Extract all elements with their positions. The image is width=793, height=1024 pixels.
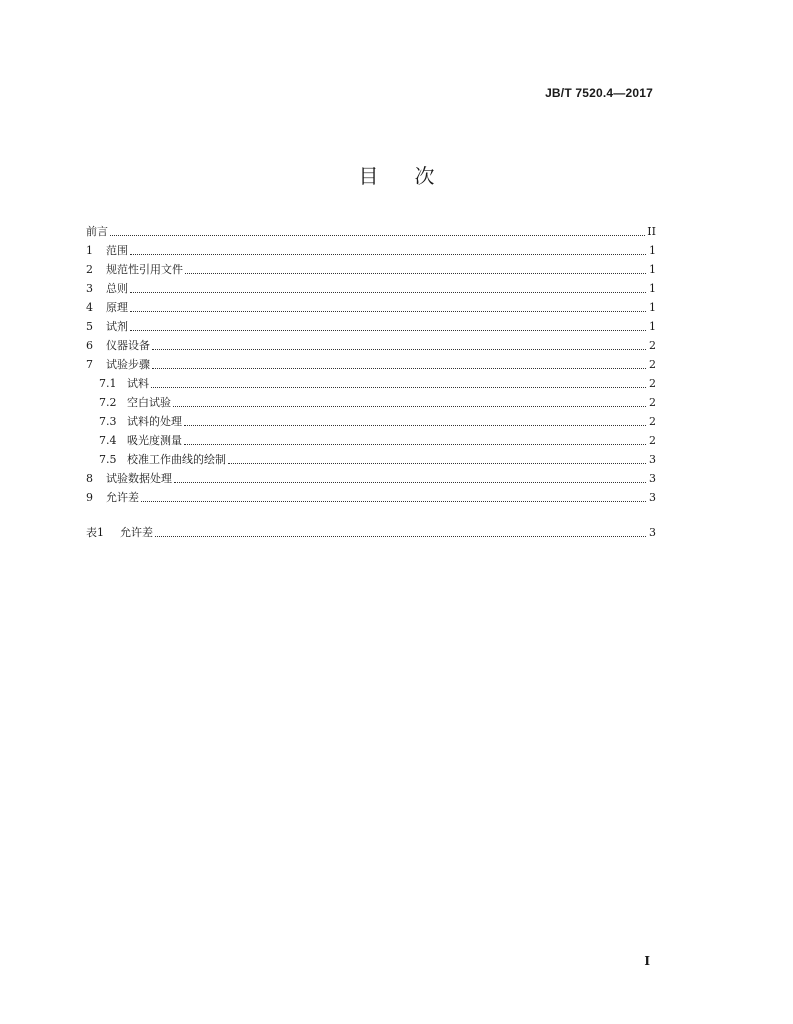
- toc-number: 7.3: [99, 415, 117, 428]
- toc-number: 7.2: [99, 396, 117, 409]
- page-number: I: [644, 954, 650, 968]
- toc-label: 原理: [106, 301, 128, 314]
- toc-leader-dots: [130, 253, 646, 255]
- toc-entry-9[interactable]: [86, 488, 656, 507]
- toc-entry-1[interactable]: [86, 241, 656, 260]
- toc-label: 范围: [106, 244, 128, 257]
- toc-page: 3: [649, 526, 656, 539]
- table-number: 表1: [86, 526, 104, 539]
- toc-number: 7: [86, 358, 93, 371]
- toc-entry-5[interactable]: [86, 317, 656, 336]
- toc-spacer: [86, 507, 656, 523]
- toc-entry-7-5[interactable]: [86, 450, 656, 469]
- toc-number: 3: [86, 282, 93, 295]
- toc-number: 9: [86, 491, 93, 504]
- toc-number: 6: [86, 339, 93, 352]
- toc-leader-dots: [110, 234, 645, 236]
- toc-leader-dots: [152, 348, 646, 350]
- toc-label: 吸光度测量: [127, 434, 182, 447]
- toc-number: 8: [86, 472, 93, 485]
- toc-entry-8[interactable]: [86, 469, 656, 488]
- toc-number: 7.4: [99, 434, 117, 447]
- toc-label: 允许差: [106, 491, 139, 504]
- toc-number: 7.1: [99, 377, 117, 390]
- toc-entry-7-1[interactable]: [86, 374, 656, 393]
- toc-label: 允许差: [120, 526, 153, 539]
- toc-label: 试料的处理: [127, 415, 182, 428]
- toc-leader-dots: [130, 329, 646, 331]
- page-title: [0, 160, 793, 189]
- toc-label: 规范性引用文件: [106, 263, 183, 276]
- toc-number: 7.5: [99, 453, 117, 466]
- toc-entry-7-2[interactable]: [86, 393, 656, 412]
- toc-leader-dots: [185, 272, 646, 274]
- toc-leader-dots: [184, 424, 646, 426]
- toc-entry-2[interactable]: [86, 260, 656, 279]
- toc-label: 试验步骤: [106, 358, 150, 371]
- toc-label: 试料: [127, 377, 149, 390]
- toc-label: 试剂: [106, 320, 128, 333]
- toc-entry-foreword[interactable]: [86, 222, 656, 241]
- toc-entry-table-1[interactable]: [86, 523, 656, 542]
- table-of-contents: [86, 222, 656, 542]
- toc-page: II: [647, 225, 656, 238]
- standard-code: JB/T 7520.4—2017: [545, 86, 653, 100]
- title-char-1: 目: [358, 164, 379, 188]
- toc-page: 2: [649, 396, 656, 409]
- toc-page: 1: [649, 263, 656, 276]
- toc-leader-dots: [152, 367, 646, 369]
- toc-page: 2: [649, 358, 656, 371]
- toc-leader-dots: [174, 481, 646, 483]
- toc-number: 4: [86, 301, 93, 314]
- toc-leader-dots: [130, 310, 646, 312]
- toc-page: 1: [649, 282, 656, 295]
- toc-page: 3: [649, 472, 656, 485]
- toc-leader-dots: [151, 386, 646, 388]
- toc-leader-dots: [141, 500, 646, 502]
- toc-page: 2: [649, 377, 656, 390]
- toc-page: 2: [649, 434, 656, 447]
- toc-label: 总则: [106, 282, 128, 295]
- toc-label: 试验数据处理: [106, 472, 172, 485]
- toc-page: 3: [649, 491, 656, 504]
- title-char-2: 次: [414, 164, 435, 188]
- toc-label: 空白试验: [127, 396, 171, 409]
- toc-leader-dots: [155, 535, 646, 537]
- toc-number: 1: [86, 244, 93, 257]
- toc-label: 校准工作曲线的绘制: [127, 453, 226, 466]
- toc-leader-dots: [184, 443, 646, 445]
- toc-page: 1: [649, 244, 656, 257]
- toc-entry-7-3[interactable]: [86, 412, 656, 431]
- toc-leader-dots: [173, 405, 646, 407]
- toc-number: 2: [86, 263, 93, 276]
- toc-page: 2: [649, 339, 656, 352]
- toc-page: 1: [649, 301, 656, 314]
- toc-label: 前言: [86, 225, 108, 238]
- toc-leader-dots: [130, 291, 646, 293]
- toc-entry-3[interactable]: [86, 279, 656, 298]
- toc-entry-7[interactable]: [86, 355, 656, 374]
- toc-number: 5: [86, 320, 93, 333]
- toc-entry-7-4[interactable]: [86, 431, 656, 450]
- toc-page: 1: [649, 320, 656, 333]
- toc-entry-4[interactable]: [86, 298, 656, 317]
- toc-leader-dots: [228, 462, 646, 464]
- toc-page: 3: [649, 453, 656, 466]
- toc-label: 仪器设备: [106, 339, 150, 352]
- toc-page: 2: [649, 415, 656, 428]
- toc-entry-6[interactable]: [86, 336, 656, 355]
